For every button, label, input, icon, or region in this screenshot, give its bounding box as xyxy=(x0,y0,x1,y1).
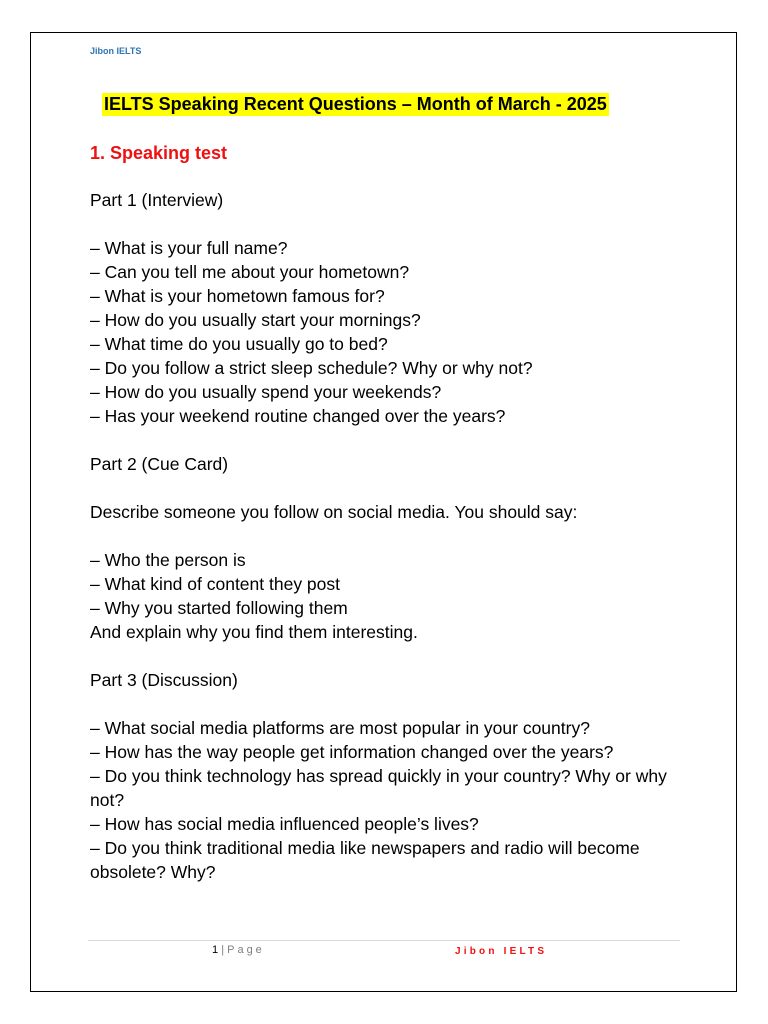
section-heading: 1. Speaking test xyxy=(90,143,228,163)
footer-page-number xyxy=(212,944,265,956)
footer-divider xyxy=(88,940,680,941)
part3-question: – How has the way people get information changed over the years? xyxy=(90,742,614,762)
part2-point: – Who the person is xyxy=(90,550,246,570)
part1-question: – What time do you usually go to bed? xyxy=(90,334,388,354)
header-brand: Jibon IELTS xyxy=(90,46,142,56)
page-number: 1 xyxy=(212,944,219,956)
part3-heading: Part 3 (Discussion) xyxy=(90,670,238,690)
part2-heading: Part 2 (Cue Card) xyxy=(90,454,229,474)
part3-question: – How has social media influenced people’s lives? xyxy=(90,814,479,834)
part2-prompt: Describe someone you follow on social media. You should say: xyxy=(90,502,578,522)
part1-question: – Do you follow a strict sleep schedule? Why or why not? xyxy=(90,358,533,378)
document-title: IELTS Speaking Recent Questions – Month of March - 2025 xyxy=(104,94,607,114)
part1-question: – Can you tell me about your hometown? xyxy=(90,262,410,282)
part1-question: – How do you usually start your mornings? xyxy=(90,310,421,330)
page-label: Page xyxy=(227,944,265,956)
part3-question: – Do you think technology has spread quickly in your country? Why or why not? xyxy=(90,766,667,810)
part2-closing: And explain why you find them interesting. xyxy=(90,622,418,642)
page-separator: | xyxy=(221,944,225,956)
part1-question: – What is your hometown famous for? xyxy=(90,286,385,306)
part1-question: – What is your full name? xyxy=(90,238,288,258)
part1-question: – How do you usually spend your weekends? xyxy=(90,382,442,402)
part1-heading: Part 1 (Interview) xyxy=(90,190,224,210)
part3-question: – Do you think traditional media like newspapers and radio will become obsolete? Why? xyxy=(90,838,640,882)
footer-brand: Jibon IELTS xyxy=(455,946,548,957)
part1-question: – Has your weekend routine changed over the years? xyxy=(90,406,506,426)
part2-point: – Why you started following them xyxy=(90,598,348,618)
part3-question: – What social media platforms are most popular in your country? xyxy=(90,718,590,738)
part2-point: – What kind of content they post xyxy=(90,574,341,594)
document-body xyxy=(90,188,690,884)
